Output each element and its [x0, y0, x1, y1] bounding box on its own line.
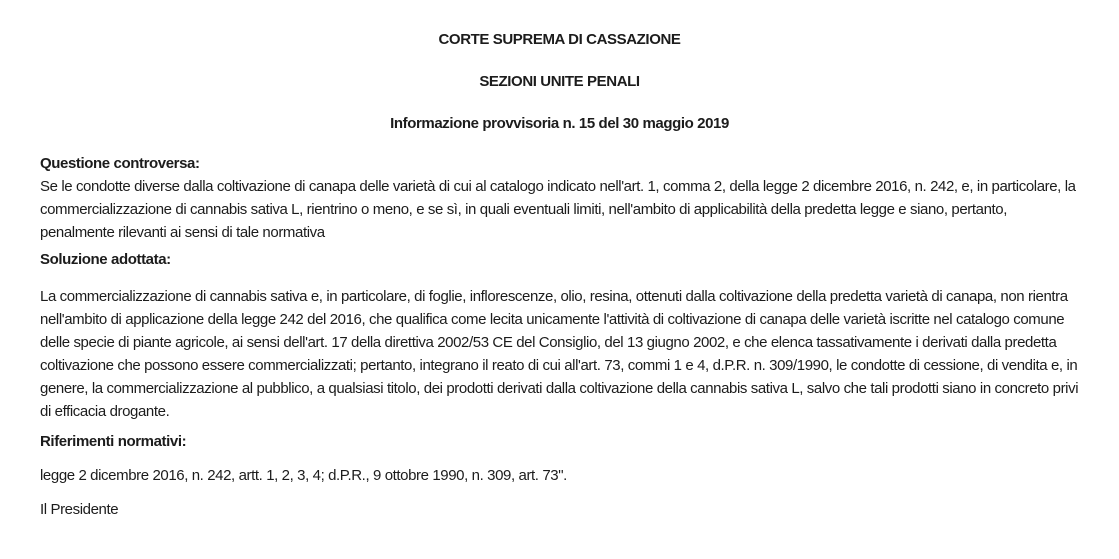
bulletin-title: Informazione provvisoria n. 15 del 30 maggio 2019	[390, 115, 729, 132]
riferimenti-normativi-heading: Riferimenti normativi:	[40, 433, 187, 450]
signature-il-presidente: Il Presidente	[40, 501, 119, 518]
section-riferimenti-normativi	[40, 430, 1079, 487]
section-soluzione-adottata	[40, 248, 1079, 423]
court-title: CORTE SUPREMA DI CASSAZIONE	[438, 31, 681, 48]
questione-controversa-heading: Questione controversa:	[40, 155, 200, 172]
soluzione-adottata-body: La commercializzazione di cannabis sativa e, in particolare, di foglie, inflorescenze, olio, resina, ottenuti dalla coltivazione della predetta varietà di canapa, non rientra nell'ambito di applicazione della legge 242 del 2016, che qualifica come lecita unicamente l'attività di coltivazione di canapa delle varietà iscritte nel catalogo comune delle specie di piante agricole, ai sensi dell'art. 17 della direttiva 2002/53 CE del Consiglio, del 13 giugno 2002, e che elenca tassativamente i derivati dalla predetta coltivazione che possono essere commercializzati; pertanto, integrano il reato di cui all'art. 73, commi 1 e 4, d.P.R. n. 309/1990, le condotte di cessione, di vendita e, in genere, la commercializzazione al pubblico, a qualsiasi titolo, dei prodotti derivati dalla coltivazione della cannabis sativa L, salvo che tali prodotti siano in concreto privi di efficacia drogante.	[40, 288, 1079, 420]
soluzione-adottata-heading: Soluzione adottata:	[40, 251, 171, 268]
riferimenti-normativi-body: legge 2 dicembre 2016, n. 242, artt. 1, 2, 3, 4; d.P.R., 9 ottobre 1990, n. 309, art. 73".	[40, 467, 567, 484]
questione-controversa-body: Se le condotte diverse dalla coltivazione di canapa delle varietà di cui al catalogo indicato nell'art. 1, comma 2, della legge 2 dicembre 2016, n. 242, e, in particolare, la commercializzazione di cannabis sativa L, rientrino o meno, e se sì, in quali eventuali limiti, nell'ambito di applicabilità della predetta legge e siano, pertanto, penalmente rilevanti ai sensi di tale normativa	[40, 178, 1076, 241]
section-questione-controversa	[40, 152, 1079, 244]
section-title: SEZIONI UNITE PENALI	[479, 73, 640, 90]
